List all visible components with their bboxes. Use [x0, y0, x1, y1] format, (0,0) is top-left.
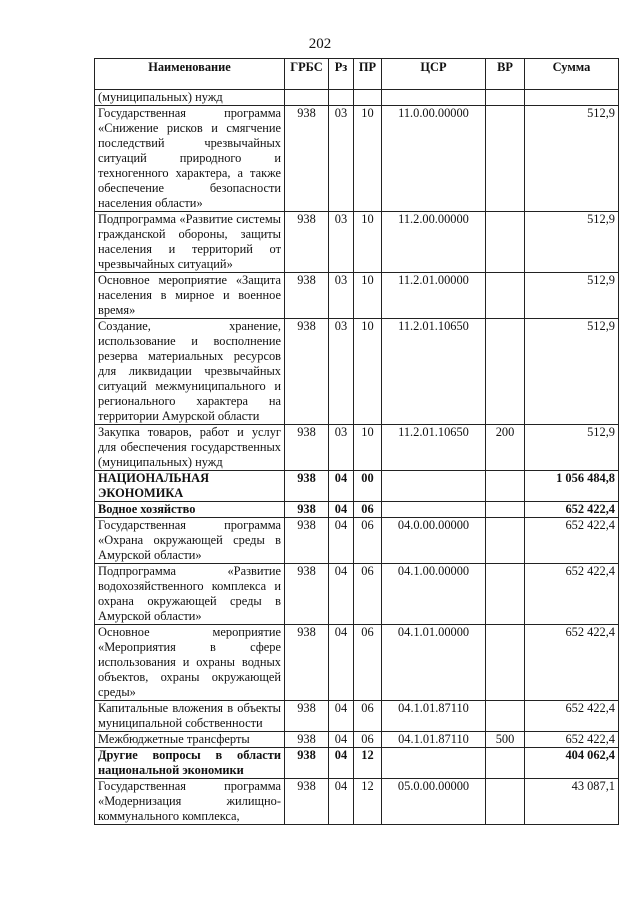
- cell-csr: [382, 502, 486, 518]
- cell-sum: 43 087,1: [525, 779, 619, 825]
- table-header-row: [95, 59, 619, 90]
- cell-csr: 04.0.00.00000: [382, 518, 486, 564]
- cell-sum: 652 422,4: [525, 518, 619, 564]
- cell-grbs: 938: [285, 732, 329, 748]
- cell-name: (муниципальных) нужд: [95, 90, 285, 106]
- page-number: 202: [308, 36, 332, 52]
- cell-sum: 652 422,4: [525, 502, 619, 518]
- table-row: [95, 471, 619, 502]
- cell-sum: 512,9: [525, 425, 619, 471]
- cell-sum: 512,9: [525, 106, 619, 212]
- cell-pr: [354, 90, 382, 106]
- cell-rz: 03: [329, 319, 354, 425]
- cell-name: Государственная программа «Снижение рисков и смягчение последствий чрезвычайных ситуаций природного и техногенного характера, а также обеспечение безопасности населения области»: [95, 106, 285, 212]
- cell-csr: [382, 90, 486, 106]
- cell-grbs: 938: [285, 319, 329, 425]
- cell-grbs: 938: [285, 518, 329, 564]
- cell-pr: 00: [354, 471, 382, 502]
- cell-vr: [486, 748, 525, 779]
- cell-grbs: 938: [285, 471, 329, 502]
- cell-name: Закупка товаров, работ и услуг для обеспечения государственных (муниципальных) нужд: [95, 425, 285, 471]
- cell-csr: 11.2.00.00000: [382, 212, 486, 273]
- cell-rz: 04: [329, 701, 354, 732]
- cell-rz: [329, 90, 354, 106]
- cell-name: Капитальные вложения в объекты муниципальной собственности: [95, 701, 285, 732]
- cell-grbs: 938: [285, 564, 329, 625]
- table-row: [95, 319, 619, 425]
- header-grbs: ГРБС: [285, 59, 329, 90]
- cell-vr: [486, 273, 525, 319]
- table-body: [95, 90, 619, 825]
- cell-name: Основное мероприятие «Защита населения в мирное и военное время»: [95, 273, 285, 319]
- budget-table: [94, 58, 619, 825]
- cell-name: Государственная программа «Модернизация жилищно-коммунального комплекса,: [95, 779, 285, 825]
- cell-sum: 404 062,4: [525, 748, 619, 779]
- cell-vr: [486, 471, 525, 502]
- cell-sum: 512,9: [525, 319, 619, 425]
- cell-rz: 03: [329, 106, 354, 212]
- table-row: [95, 564, 619, 625]
- header-vr: ВР: [486, 59, 525, 90]
- cell-vr: [486, 319, 525, 425]
- table-row: [95, 273, 619, 319]
- cell-vr: [486, 502, 525, 518]
- table-row: [95, 502, 619, 518]
- table-row: [95, 748, 619, 779]
- cell-grbs: [285, 90, 329, 106]
- cell-csr: 04.1.00.00000: [382, 564, 486, 625]
- table-row: [95, 90, 619, 106]
- table-row: [95, 518, 619, 564]
- cell-sum: 652 422,4: [525, 732, 619, 748]
- cell-rz: 04: [329, 732, 354, 748]
- cell-sum: 512,9: [525, 212, 619, 273]
- cell-pr: 06: [354, 625, 382, 701]
- cell-vr: [486, 90, 525, 106]
- cell-vr: [486, 625, 525, 701]
- table-row: [95, 625, 619, 701]
- cell-pr: 12: [354, 779, 382, 825]
- cell-csr: 11.2.01.10650: [382, 319, 486, 425]
- cell-name: Другие вопросы в области национальной экономики: [95, 748, 285, 779]
- cell-pr: 10: [354, 319, 382, 425]
- cell-sum: 652 422,4: [525, 564, 619, 625]
- cell-grbs: 938: [285, 701, 329, 732]
- cell-name: Создание, хранение, использование и восполнение резерва материальных ресурсов для ликвидации чрезвычайных ситуаций межмуниципального и регионального характера на территории Амурской области: [95, 319, 285, 425]
- cell-grbs: 938: [285, 779, 329, 825]
- cell-name: НАЦИОНАЛЬНАЯ ЭКОНОМИКА: [95, 471, 285, 502]
- header-sum: Сумма: [525, 59, 619, 90]
- cell-sum: 652 422,4: [525, 701, 619, 732]
- cell-name: Государственная программа «Охрана окружающей среды в Амурской области»: [95, 518, 285, 564]
- cell-pr: 06: [354, 502, 382, 518]
- cell-grbs: 938: [285, 502, 329, 518]
- header-csr: ЦСР: [382, 59, 486, 90]
- cell-sum: 512,9: [525, 273, 619, 319]
- header-name: Наименование: [95, 59, 285, 90]
- cell-name: Водное хозяйство: [95, 502, 285, 518]
- table-row: [95, 732, 619, 748]
- header-pr: ПР: [354, 59, 382, 90]
- cell-vr: [486, 564, 525, 625]
- header-rz: Рз: [329, 59, 354, 90]
- cell-rz: 03: [329, 212, 354, 273]
- cell-name: Межбюджетные трансферты: [95, 732, 285, 748]
- cell-csr: 11.2.01.10650: [382, 425, 486, 471]
- cell-pr: 06: [354, 564, 382, 625]
- cell-grbs: 938: [285, 212, 329, 273]
- cell-sum: [525, 90, 619, 106]
- cell-rz: 04: [329, 502, 354, 518]
- cell-vr: 200: [486, 425, 525, 471]
- cell-grbs: 938: [285, 273, 329, 319]
- table-row: [95, 701, 619, 732]
- cell-grbs: 938: [285, 625, 329, 701]
- cell-csr: [382, 471, 486, 502]
- cell-vr: 500: [486, 732, 525, 748]
- cell-grbs: 938: [285, 106, 329, 212]
- cell-pr: 10: [354, 106, 382, 212]
- cell-csr: [382, 748, 486, 779]
- cell-pr: 06: [354, 732, 382, 748]
- cell-csr: 11.0.00.00000: [382, 106, 486, 212]
- table-row: [95, 779, 619, 825]
- cell-csr: 04.1.01.00000: [382, 625, 486, 701]
- cell-rz: 04: [329, 779, 354, 825]
- cell-csr: 05.0.00.00000: [382, 779, 486, 825]
- cell-vr: [486, 518, 525, 564]
- cell-rz: 04: [329, 564, 354, 625]
- cell-rz: 04: [329, 748, 354, 779]
- table-row: [95, 212, 619, 273]
- cell-pr: 10: [354, 212, 382, 273]
- cell-vr: [486, 212, 525, 273]
- table-row: [95, 106, 619, 212]
- cell-rz: 04: [329, 518, 354, 564]
- cell-pr: 06: [354, 518, 382, 564]
- cell-name: Основное мероприятие «Мероприятия в сфере использования и охраны водных объектов, охраны окружающей среды»: [95, 625, 285, 701]
- cell-sum: 652 422,4: [525, 625, 619, 701]
- cell-sum: 1 056 484,8: [525, 471, 619, 502]
- cell-pr: 12: [354, 748, 382, 779]
- cell-csr: 11.2.01.00000: [382, 273, 486, 319]
- cell-grbs: 938: [285, 425, 329, 471]
- table-row: [95, 425, 619, 471]
- cell-vr: [486, 701, 525, 732]
- cell-pr: 06: [354, 701, 382, 732]
- cell-vr: [486, 779, 525, 825]
- cell-pr: 10: [354, 425, 382, 471]
- cell-csr: 04.1.01.87110: [382, 732, 486, 748]
- cell-rz: 04: [329, 625, 354, 701]
- cell-pr: 10: [354, 273, 382, 319]
- cell-rz: 03: [329, 425, 354, 471]
- cell-rz: 04: [329, 471, 354, 502]
- cell-rz: 03: [329, 273, 354, 319]
- cell-vr: [486, 106, 525, 212]
- cell-csr: 04.1.01.87110: [382, 701, 486, 732]
- cell-name: Подпрограмма «Развитие водохозяйственного комплекса и охрана окружающей среды в Амурской области»: [95, 564, 285, 625]
- cell-grbs: 938: [285, 748, 329, 779]
- cell-name: Подпрограмма «Развитие системы гражданской обороны, защиты населения и территорий от чрезвычайных ситуаций»: [95, 212, 285, 273]
